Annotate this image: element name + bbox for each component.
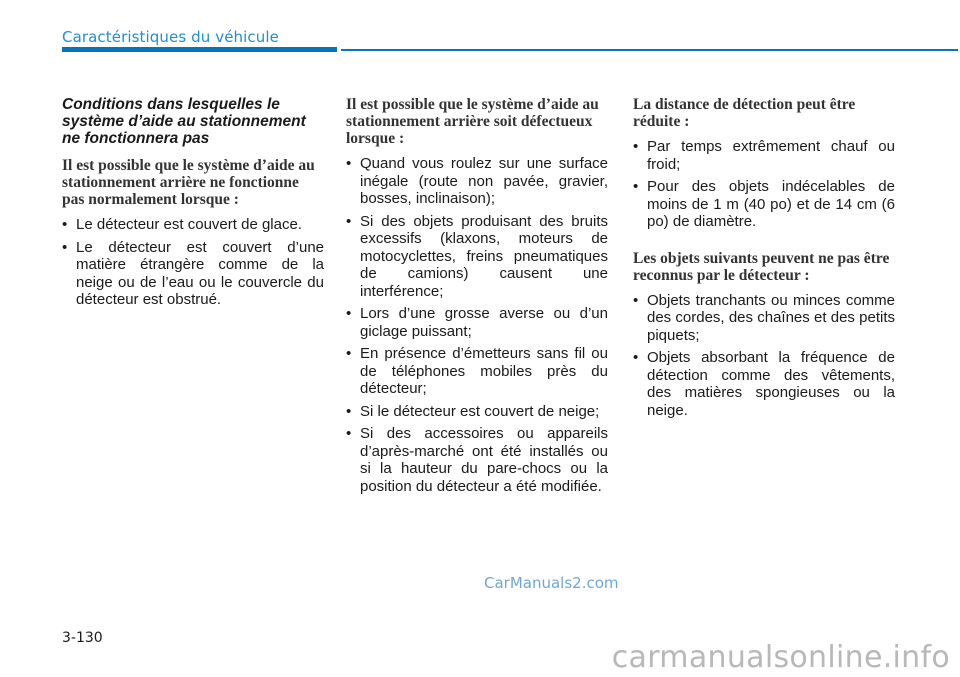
page-number: 3-130 bbox=[62, 630, 103, 646]
list-item: • Quand vous roulez sur une surface inégale (route non pavée, gravier, bosses, inclinaison); bbox=[346, 155, 608, 208]
subheading: Les objets suivants peuvent ne pas être reconnus par le détecteur : bbox=[633, 249, 890, 284]
list-item: • Si le détecteur est couvert de neige; bbox=[346, 403, 608, 421]
watermark-link[interactable]: CarManuals2.com bbox=[484, 574, 619, 592]
column-3 bbox=[633, 96, 895, 424]
header-rule-thin bbox=[341, 49, 958, 51]
spacer bbox=[633, 236, 895, 250]
subheading: Il est possible que le système d’aide au stationnement arrière soit défectueux lorsque : bbox=[346, 96, 599, 147]
list-item: • Le détecteur est couvert de glace. bbox=[62, 216, 324, 234]
section-heading: Conditions dans lesquelles le système d’aide au stationnement ne fonctionnera pas bbox=[62, 96, 306, 147]
header-rule-thick bbox=[62, 47, 337, 52]
list-item: • Si des accessoires ou appareils d’après-marché ont été installés ou si la hauteur du pare-chocs ou la position du détecteur a été modifiée. bbox=[346, 425, 608, 495]
bullet-list bbox=[633, 292, 895, 420]
list-item: • Objets tranchants ou minces comme des cordes, des chaînes et des petits piquets; bbox=[633, 292, 895, 345]
footer-site-watermark: carmanualsonline.info bbox=[611, 640, 950, 675]
list-item: • Si des objets produisant des bruits excessifs (klaxons, moteurs de motocyclettes, freins pneumatiques de camions) causent une interférence; bbox=[346, 213, 608, 301]
bullet-list bbox=[633, 138, 895, 231]
section-title: Caractéristiques du véhicule bbox=[62, 28, 279, 46]
list-item: • Lors d’une grosse averse ou d’un giclage puissant; bbox=[346, 305, 608, 340]
subheading: La distance de détection peut être réduite : bbox=[633, 96, 856, 130]
column-1 bbox=[62, 96, 324, 314]
subheading: Il est possible que le système d’aide au stationnement arrière ne fonctionne pas normalement lorsque : bbox=[62, 157, 315, 208]
bullet-list bbox=[62, 216, 324, 309]
column-2 bbox=[346, 96, 608, 500]
list-item: • Par temps extrêmement chauf ou froid; bbox=[633, 138, 895, 173]
list-item: • En présence d’émetteurs sans fil ou de téléphones mobiles près du détecteur; bbox=[346, 345, 608, 398]
list-item: • Pour des objets indécelables de moins de 1 m (40 po) et de 14 cm (6 po) de diamètre. bbox=[633, 178, 895, 231]
list-item: • Le détecteur est couvert d’une matière étrangère comme de la neige ou de l’eau ou le couvercle du détecteur est obstrué. bbox=[62, 239, 324, 309]
list-item: • Objets absorbant la fréquence de détection comme des vêtements, des matières spongieuses ou la neige. bbox=[633, 349, 895, 419]
bullet-list bbox=[346, 155, 608, 495]
